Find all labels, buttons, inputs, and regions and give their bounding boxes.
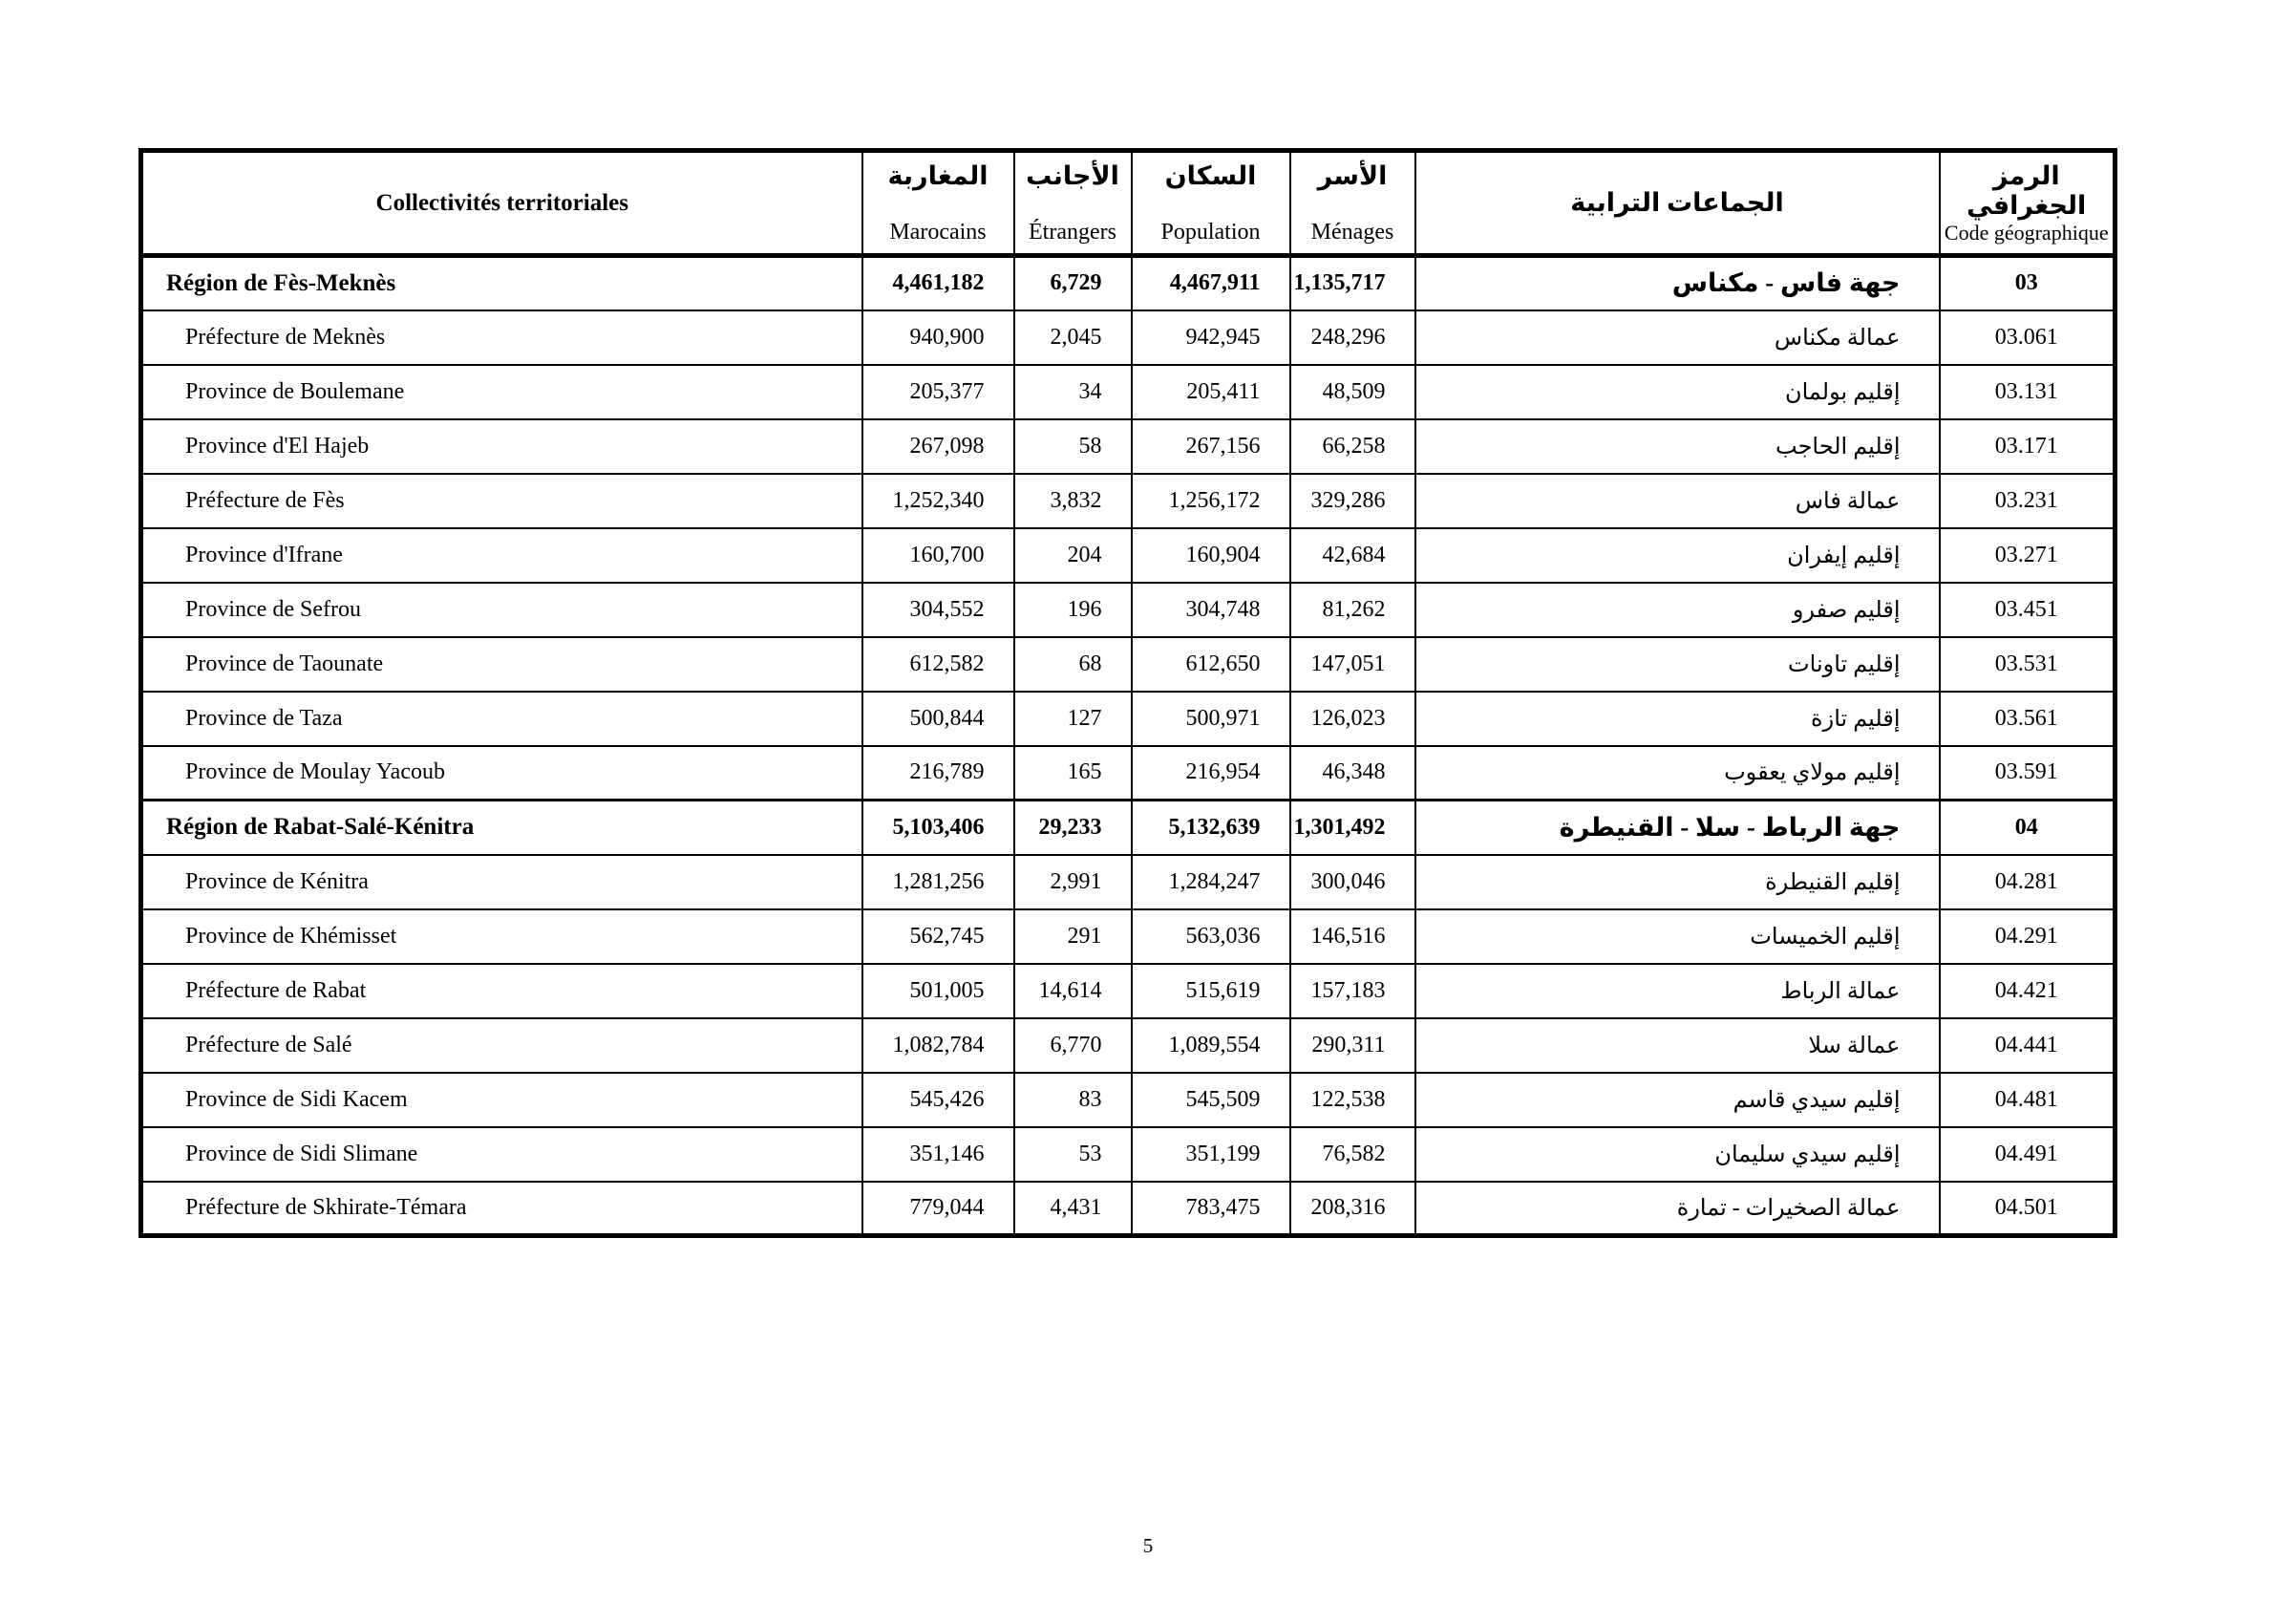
province-row <box>141 1018 2115 1073</box>
territory-name: Province de Khémisset <box>141 909 862 964</box>
etrangers-value: 68 <box>1014 637 1132 692</box>
etrangers-value: 291 <box>1014 909 1132 964</box>
population-value: 1,089,554 <box>1132 1018 1290 1073</box>
commune-name-arabic: عمالة الرباط <box>1415 964 1940 1018</box>
territory-name: Région de Rabat-Salé-Kénitra <box>141 801 862 855</box>
etrangers-value: 3,832 <box>1014 474 1132 528</box>
menages-value: 157,183 <box>1290 964 1415 1018</box>
menages-value: 146,516 <box>1290 909 1415 964</box>
commune-name-arabic: إقليم تاونات <box>1415 637 1940 692</box>
geo-code: 03.591 <box>1940 746 2115 801</box>
population-value: 351,199 <box>1132 1127 1290 1182</box>
census-table <box>138 148 2117 1238</box>
territory-name: Région de Fès-Meknès <box>141 256 862 310</box>
geo-code: 03.171 <box>1940 419 2115 474</box>
province-row <box>141 692 2115 746</box>
menages-value: 42,684 <box>1290 528 1415 583</box>
population-value: 160,904 <box>1132 528 1290 583</box>
header-etrangers-arabic: الأجانب <box>1026 160 1119 190</box>
territory-name: Province de Boulemane <box>141 365 862 419</box>
region-row <box>141 256 2115 310</box>
commune-name-arabic: جهة فاس - مكناس <box>1415 256 1940 310</box>
geo-code: 03.271 <box>1940 528 2115 583</box>
province-row <box>141 1182 2115 1236</box>
header-geo-code <box>1940 151 2115 256</box>
header-marocains-french: Marocains <box>889 219 987 245</box>
population-value: 304,748 <box>1132 583 1290 637</box>
geo-code: 04.501 <box>1940 1182 2115 1236</box>
marocains-value: 1,252,340 <box>862 474 1014 528</box>
header-etrangers <box>1014 151 1132 256</box>
province-row <box>141 1073 2115 1127</box>
region-row <box>141 801 2115 855</box>
province-row <box>141 365 2115 419</box>
header-collectivites <box>141 151 862 256</box>
marocains-value: 351,146 <box>862 1127 1014 1182</box>
menages-value: 76,582 <box>1290 1127 1415 1182</box>
marocains-value: 612,582 <box>862 637 1014 692</box>
table-header <box>141 151 2115 256</box>
marocains-value: 501,005 <box>862 964 1014 1018</box>
territory-name: Province de Sidi Slimane <box>141 1127 862 1182</box>
marocains-value: 1,281,256 <box>862 855 1014 909</box>
population-value: 500,971 <box>1132 692 1290 746</box>
header-communes <box>1415 151 1940 256</box>
header-communes-arabic: الجماعات الترابية <box>1570 188 1784 217</box>
marocains-value: 500,844 <box>862 692 1014 746</box>
province-row <box>141 474 2115 528</box>
province-row <box>141 855 2115 909</box>
marocains-value: 205,377 <box>862 365 1014 419</box>
header-population <box>1132 151 1290 256</box>
marocains-value: 304,552 <box>862 583 1014 637</box>
commune-name-arabic: إقليم سيدي سليمان <box>1415 1127 1940 1182</box>
etrangers-value: 127 <box>1014 692 1132 746</box>
population-value: 5,132,639 <box>1132 801 1290 855</box>
marocains-value: 5,103,406 <box>862 801 1014 855</box>
menages-value: 1,301,492 <box>1290 801 1415 855</box>
geo-code: 03.131 <box>1940 365 2115 419</box>
population-value: 267,156 <box>1132 419 1290 474</box>
table-body <box>141 256 2115 1236</box>
geo-code: 04.491 <box>1940 1127 2115 1182</box>
header-collectivites-label: Collectivités territoriales <box>375 189 628 216</box>
population-value: 216,954 <box>1132 746 1290 801</box>
menages-value: 46,348 <box>1290 746 1415 801</box>
territory-name: Préfecture de Skhirate-Témara <box>141 1182 862 1236</box>
geo-code: 04.281 <box>1940 855 2115 909</box>
commune-name-arabic: إقليم إيفران <box>1415 528 1940 583</box>
geo-code: 03 <box>1940 256 2115 310</box>
territory-name: Préfecture de Fès <box>141 474 862 528</box>
menages-value: 329,286 <box>1290 474 1415 528</box>
etrangers-value: 53 <box>1014 1127 1132 1182</box>
menages-value: 290,311 <box>1290 1018 1415 1073</box>
marocains-value: 216,789 <box>862 746 1014 801</box>
marocains-value: 545,426 <box>862 1073 1014 1127</box>
menages-value: 300,046 <box>1290 855 1415 909</box>
province-row <box>141 419 2115 474</box>
etrangers-value: 165 <box>1014 746 1132 801</box>
page-number: 5 <box>1142 1534 1154 1557</box>
geo-code: 04.291 <box>1940 909 2115 964</box>
territory-name: Province de Taza <box>141 692 862 746</box>
marocains-value: 1,082,784 <box>862 1018 1014 1073</box>
header-geo-code-french: Code géographique <box>1944 220 2109 245</box>
commune-name-arabic: إقليم الحاجب <box>1415 419 1940 474</box>
geo-code: 03.451 <box>1940 583 2115 637</box>
menages-value: 248,296 <box>1290 310 1415 365</box>
header-menages <box>1290 151 1415 256</box>
header-menages-arabic: الأسر <box>1317 160 1388 190</box>
etrangers-value: 2,991 <box>1014 855 1132 909</box>
marocains-value: 562,745 <box>862 909 1014 964</box>
population-value: 515,619 <box>1132 964 1290 1018</box>
territory-name: Province de Sidi Kacem <box>141 1073 862 1127</box>
province-row <box>141 1127 2115 1182</box>
province-row <box>141 583 2115 637</box>
marocains-value: 160,700 <box>862 528 1014 583</box>
commune-name-arabic: إقليم الخميسات <box>1415 909 1940 964</box>
menages-value: 1,135,717 <box>1290 256 1415 310</box>
commune-name-arabic: إقليم تازة <box>1415 692 1940 746</box>
etrangers-value: 14,614 <box>1014 964 1132 1018</box>
population-value: 942,945 <box>1132 310 1290 365</box>
province-row <box>141 964 2115 1018</box>
header-population-arabic: السكان <box>1164 160 1257 190</box>
territory-name: Province de Taounate <box>141 637 862 692</box>
commune-name-arabic: إقليم بولمان <box>1415 365 1940 419</box>
header-population-french: Population <box>1160 219 1261 245</box>
population-value: 4,467,911 <box>1132 256 1290 310</box>
etrangers-value: 6,770 <box>1014 1018 1132 1073</box>
commune-name-arabic: إقليم القنيطرة <box>1415 855 1940 909</box>
territory-name: Province de Sefrou <box>141 583 862 637</box>
province-row <box>141 528 2115 583</box>
etrangers-value: 2,045 <box>1014 310 1132 365</box>
commune-name-arabic: إقليم صفرو <box>1415 583 1940 637</box>
marocains-value: 267,098 <box>862 419 1014 474</box>
menages-value: 81,262 <box>1290 583 1415 637</box>
marocains-value: 779,044 <box>862 1182 1014 1236</box>
commune-name-arabic: إقليم مولاي يعقوب <box>1415 746 1940 801</box>
geo-code: 04 <box>1940 801 2115 855</box>
commune-name-arabic: عمالة فاس <box>1415 474 1940 528</box>
population-value: 1,256,172 <box>1132 474 1290 528</box>
header-etrangers-french: Étrangers <box>1029 219 1116 245</box>
territory-name: Province de Moulay Yacoub <box>141 746 862 801</box>
province-row <box>141 310 2115 365</box>
territory-name: Province d'Ifrane <box>141 528 862 583</box>
commune-name-arabic: عمالة سلا <box>1415 1018 1940 1073</box>
population-value: 563,036 <box>1132 909 1290 964</box>
etrangers-value: 4,431 <box>1014 1182 1132 1236</box>
commune-name-arabic: جهة الرباط - سلا - القنيطرة <box>1415 801 1940 855</box>
header-marocains-arabic: المغاربة <box>887 160 989 190</box>
territory-name: Province de Kénitra <box>141 855 862 909</box>
commune-name-arabic: عمالة مكناس <box>1415 310 1940 365</box>
etrangers-value: 34 <box>1014 365 1132 419</box>
etrangers-value: 6,729 <box>1014 256 1132 310</box>
etrangers-value: 204 <box>1014 528 1132 583</box>
geo-code: 03.061 <box>1940 310 2115 365</box>
menages-value: 66,258 <box>1290 419 1415 474</box>
population-value: 1,284,247 <box>1132 855 1290 909</box>
geo-code: 03.231 <box>1940 474 2115 528</box>
header-geo-code-arabic: الرمز الجغرافي <box>1966 160 2087 220</box>
marocains-value: 940,900 <box>862 310 1014 365</box>
geo-code: 04.441 <box>1940 1018 2115 1073</box>
population-value: 612,650 <box>1132 637 1290 692</box>
territory-name: Préfecture de Salé <box>141 1018 862 1073</box>
etrangers-value: 196 <box>1014 583 1132 637</box>
province-row <box>141 909 2115 964</box>
menages-value: 48,509 <box>1290 365 1415 419</box>
table-header-row <box>141 151 2115 256</box>
territory-name: Préfecture de Meknès <box>141 310 862 365</box>
geo-code: 04.421 <box>1940 964 2115 1018</box>
menages-value: 208,316 <box>1290 1182 1415 1236</box>
population-value: 545,509 <box>1132 1073 1290 1127</box>
population-value: 783,475 <box>1132 1182 1290 1236</box>
province-row <box>141 746 2115 801</box>
header-marocains <box>862 151 1014 256</box>
commune-name-arabic: عمالة الصخيرات - تمارة <box>1415 1182 1940 1236</box>
geo-code: 04.481 <box>1940 1073 2115 1127</box>
commune-name-arabic: إقليم سيدي قاسم <box>1415 1073 1940 1127</box>
marocains-value: 4,461,182 <box>862 256 1014 310</box>
menages-value: 147,051 <box>1290 637 1415 692</box>
etrangers-value: 29,233 <box>1014 801 1132 855</box>
etrangers-value: 83 <box>1014 1073 1132 1127</box>
population-value: 205,411 <box>1132 365 1290 419</box>
etrangers-value: 58 <box>1014 419 1132 474</box>
territory-name: Préfecture de Rabat <box>141 964 862 1018</box>
territory-name: Province d'El Hajeb <box>141 419 862 474</box>
province-row <box>141 637 2115 692</box>
header-menages-french: Ménages <box>1310 219 1394 245</box>
menages-value: 126,023 <box>1290 692 1415 746</box>
geo-code: 03.531 <box>1940 637 2115 692</box>
geo-code: 03.561 <box>1940 692 2115 746</box>
menages-value: 122,538 <box>1290 1073 1415 1127</box>
